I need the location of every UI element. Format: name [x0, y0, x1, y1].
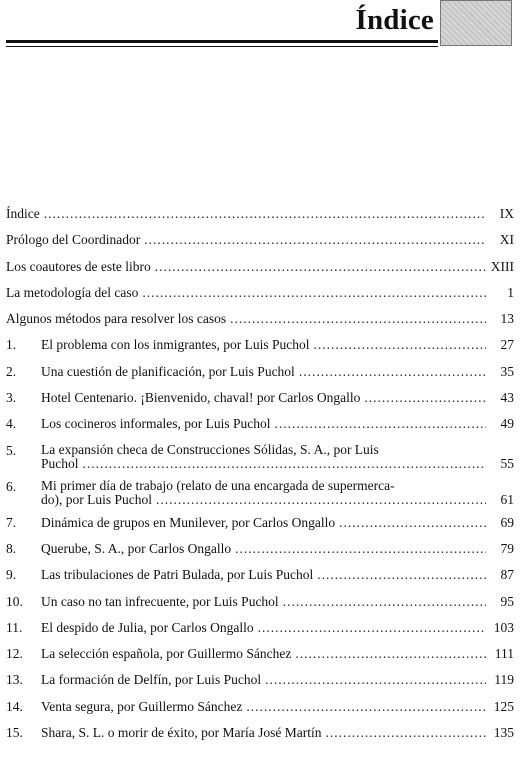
chapter-number: 4.: [6, 416, 17, 432]
chapter-page: 69: [500, 514, 514, 530]
chapter-page: 79: [500, 540, 514, 556]
chapter-number: 15.: [6, 725, 23, 741]
chapter-title: La selección española, por Guillermo Sánchez: [41, 646, 292, 662]
chapter-number: 10.: [6, 593, 23, 609]
header-decoration: [440, 0, 512, 46]
chapter-page: 61: [500, 491, 514, 507]
toc-chapter-entry[interactable]: [6, 509, 514, 535]
leader-dots: [265, 672, 486, 688]
toc-entry-page: 1: [507, 284, 514, 300]
leader-dots: [235, 541, 486, 557]
table-of-contents: [6, 200, 514, 745]
chapter-number: 7.: [6, 514, 17, 530]
leader-dots: [44, 206, 486, 222]
chapter-number: 8.: [6, 540, 17, 556]
toc-chapter-entry[interactable]: [6, 561, 514, 587]
chapter-page: 111: [494, 646, 514, 662]
chapter-number: 3.: [6, 390, 17, 406]
chapter-page: 49: [500, 416, 514, 432]
toc-chapter-entry[interactable]: [6, 719, 514, 745]
toc-entry-title: Algunos métodos para resolver los casos: [6, 311, 227, 327]
toc-entry[interactable]: [6, 305, 514, 331]
toc-entry-title: La metodología del caso: [6, 284, 139, 300]
chapter-number: 13.: [6, 672, 23, 688]
leader-dots: [313, 337, 486, 353]
toc-entry-page: XI: [499, 232, 514, 248]
chapter-number: 5.: [6, 442, 17, 458]
chapter-number: 12.: [6, 646, 23, 662]
header-rule-thin: [6, 46, 438, 47]
toc-chapter-entry[interactable]: [6, 640, 514, 666]
leader-dots: [317, 567, 486, 583]
leader-dots: [156, 492, 486, 508]
toc-entry[interactable]: [6, 226, 514, 252]
chapter-page: 87: [500, 567, 514, 583]
chapter-title: Hotel Centenario. ¡Bienvenido, chaval! por Carlos Ongallo: [41, 390, 361, 406]
leader-dots: [155, 259, 486, 275]
chapter-number: 9.: [6, 567, 17, 583]
leader-dots: [364, 390, 486, 406]
leader-dots: [230, 311, 486, 327]
chapter-title: Los cocineros informales, por Luis Puchol: [41, 416, 271, 432]
toc-entry[interactable]: [6, 200, 514, 226]
chapter-title: Un caso no tan infrecuente, por Luis Puchol: [41, 593, 279, 609]
chapter-title-line1: La expansión checa de Construcciones Sólidas, S. A., por Luis: [41, 441, 379, 457]
leader-dots: [258, 620, 486, 636]
toc-entry-page: XIII: [490, 258, 514, 274]
chapter-number: 1.: [6, 337, 17, 353]
toc-chapter-entry[interactable]: [6, 410, 514, 436]
chapter-page: 35: [500, 363, 514, 379]
chapter-number: 11.: [6, 619, 23, 635]
chapter-page: 135: [493, 725, 514, 741]
toc-entry-page: IX: [499, 206, 514, 221]
chapter-title: Las tribulaciones de Patri Bulada, por Luis Puchol: [41, 567, 314, 583]
chapter-title-line2: do), por Luis Puchol: [41, 491, 152, 507]
chapter-title: Querube, S. A., por Carlos Ongallo: [41, 540, 232, 556]
leader-dots: [144, 232, 486, 248]
toc-chapter-entry[interactable]: [6, 535, 514, 561]
chapter-title: Dinámica de grupos en Munilever, por Carlos Ongallo: [41, 514, 336, 530]
chapter-page: 43: [500, 390, 514, 406]
page-title: Índice: [355, 4, 434, 36]
toc-chapter-entry[interactable]: [6, 614, 514, 640]
leader-dots: [83, 456, 486, 472]
leader-dots: [339, 515, 486, 531]
toc-chapter-entry[interactable]: [6, 693, 514, 719]
chapter-title: La formación de Delfín, por Luis Puchol: [41, 672, 262, 688]
chapter-title: Shara, S. L. o morir de éxito, por María José Martín: [41, 725, 322, 741]
leader-dots: [295, 646, 486, 662]
leader-dots: [283, 594, 486, 610]
chapter-page: 119: [494, 672, 514, 688]
toc-entry-title: Índice: [6, 206, 40, 221]
toc-chapter-entry[interactable]: [6, 437, 514, 473]
leader-dots: [274, 416, 486, 432]
chapter-title-line2: Puchol: [41, 455, 79, 471]
chapter-number: 6.: [6, 478, 17, 494]
chapter-number: 14.: [6, 698, 23, 714]
toc-chapter-entry[interactable]: [6, 666, 514, 692]
toc-chapter-entry[interactable]: [6, 473, 514, 509]
toc-chapter-entry[interactable]: [6, 384, 514, 410]
chapter-title: Venta segura, por Guillermo Sánchez: [41, 698, 243, 714]
toc-entry-page: 13: [500, 311, 514, 327]
chapter-page: 125: [493, 698, 514, 714]
chapter-title: El problema con los inmigrantes, por Luis Puchol: [41, 337, 310, 353]
leader-dots: [299, 364, 486, 380]
toc-entry[interactable]: [6, 253, 514, 279]
chapter-page: 103: [493, 619, 514, 635]
leader-dots: [142, 285, 486, 301]
chapter-page: 55: [500, 455, 514, 471]
chapter-title: Una cuestión de planificación, por Luis Puchol: [41, 363, 295, 379]
toc-entry-title: Prólogo del Coordinador: [6, 232, 141, 248]
leader-dots: [246, 699, 486, 715]
chapter-number: 2.: [6, 363, 17, 379]
toc-entry[interactable]: [6, 279, 514, 305]
chapter-title: El despido de Julia, por Carlos Ongallo: [41, 619, 254, 635]
toc-chapter-entry[interactable]: [6, 588, 514, 614]
chapter-page: 95: [500, 593, 514, 609]
toc-chapter-entry[interactable]: [6, 331, 514, 357]
chapter-page: 27: [500, 337, 514, 353]
leader-dots: [325, 725, 486, 741]
chapter-title-line1: Mi primer día de trabajo (relato de una encargada de supermerca-: [41, 477, 395, 493]
toc-chapter-entry[interactable]: [6, 358, 514, 384]
header-rule-thick: [6, 40, 438, 43]
toc-entry-title: Los coautores de este libro: [6, 258, 151, 274]
